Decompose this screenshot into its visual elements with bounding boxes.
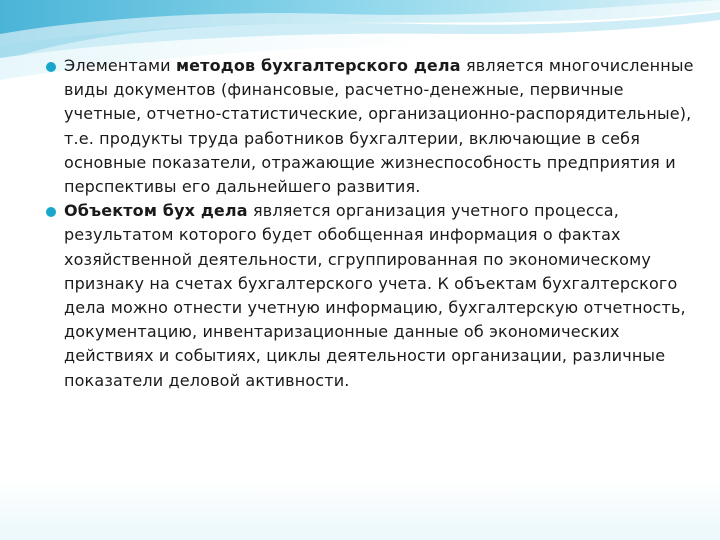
bold-term: Объектом бух дела: [64, 201, 248, 221]
slide-content: [44, 54, 694, 393]
bottom-fade-decoration: [0, 480, 720, 540]
bullet-item: [44, 199, 694, 393]
bullet-text: Элементами методов бухгалтерского дела является многочисленные виды документов (финансовые, расчетно-денежные, первичные учетные, отчетно-статистические, организационно-распорядительные), т.е. продукты труда работников бухгалтерии, включающие в себя основные показатели, отражающие жизнеспособность предприятия и перспективы его дальнейшего развития.: [64, 56, 694, 197]
bold-term: методов бухгалтерского дела: [175, 56, 461, 75]
bullet-dot-icon: [46, 62, 56, 72]
bullet-dot-icon: [46, 207, 56, 217]
bullet-text: Объектом бух дела является организация учетного процесса, результатом которого будет обобщенная информация о фактах хозяйственной деятельности, сгруппированная по экономическому признаку на счетах бухгалтерского учета. К объектам бухгалтерского дела можно отнести учетную информацию, бухгалтерскую отчетность, документацию, инвентаризационные данные об экономических действиях и событиях, циклы деятельности организации, различные показатели деловой активности.: [64, 201, 686, 390]
bullet-item: [44, 54, 694, 199]
